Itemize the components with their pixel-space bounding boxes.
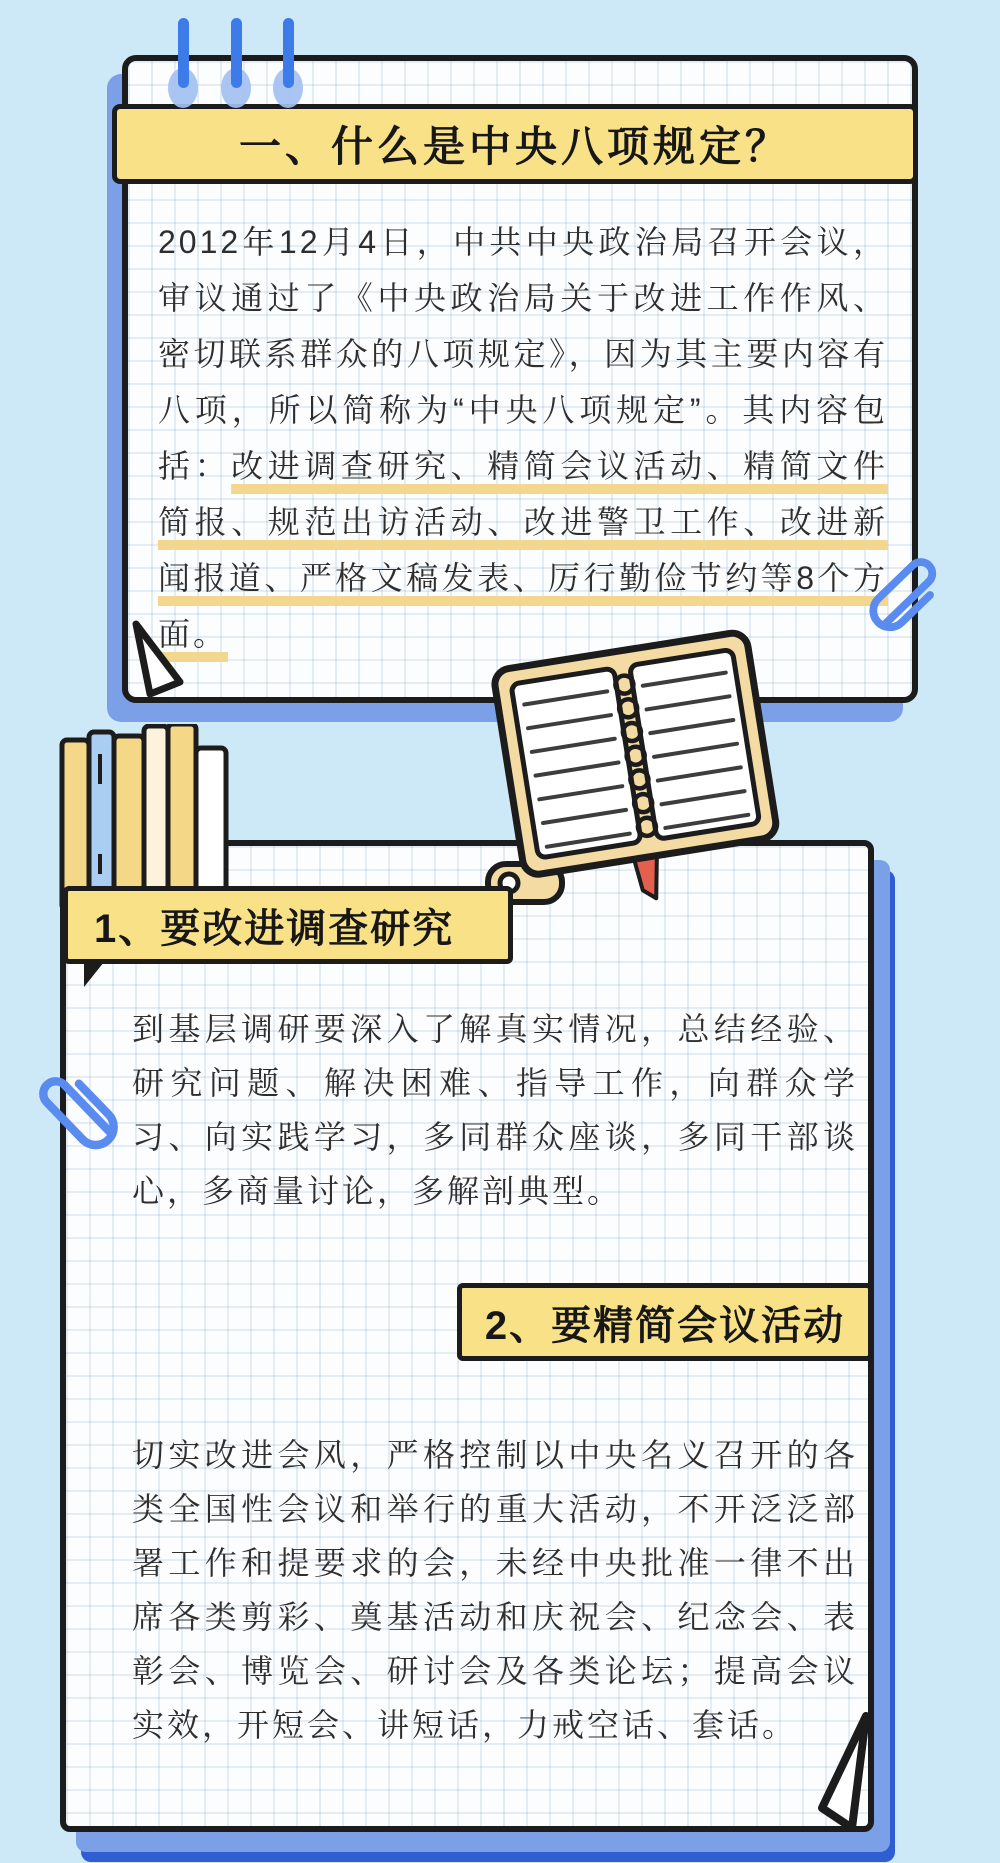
pin-icon bbox=[272, 18, 308, 114]
section-title-intro bbox=[112, 104, 918, 184]
open-notebook-illustration bbox=[468, 608, 800, 910]
pin-icon bbox=[167, 18, 203, 114]
folded-corner-icon bbox=[126, 616, 198, 708]
folded-corner-icon bbox=[806, 1708, 882, 1838]
pin-bar bbox=[178, 18, 189, 88]
point2-paragraph: 切实改进会风，严格控制以中央名义召开的各类全国性会议和举行的重大活动，不开泛泛部署工作和提要求的会，未经中央批准一律不出席各类剪彩、奠基活动和庆祝会、纪念会、表彰会、博览会、研讨会及各类论坛；提高会议实效，开短会、讲短话，力戒空话、套话。 bbox=[132, 1437, 858, 1743]
section-title-point2-label: 2、要精简会议活动 bbox=[484, 1303, 846, 1348]
section-title-point1 bbox=[63, 886, 513, 964]
intro-paragraph-plain: 2012年12月4日，中共中央政治局召开会议，审议通过了《中央政治局关于改进工作作风、密切联系群众的八项规定》，因为其主要内容有八项，所以简称为“中央八项规定”。其内容包括： bbox=[158, 224, 888, 484]
intro-paragraph bbox=[158, 214, 888, 662]
book-stack-illustration bbox=[58, 724, 234, 910]
section-title-intro-label: 一、什么是中央八项规定？ bbox=[238, 123, 791, 170]
pin-bar bbox=[231, 18, 242, 88]
pin-icon bbox=[220, 18, 256, 114]
pin-bar bbox=[283, 18, 294, 88]
section-title-point2 bbox=[457, 1283, 873, 1361]
section-title-point1-label: 1、要改进调查研究 bbox=[94, 906, 455, 951]
point1-paragraph: 到基层调研要深入了解真实情况，总结经验、研究问题、解决困难、指导工作，向群众学习、向实践学习，多同群众座谈，多同干部谈心，多商量讨论，多解剖典型。 bbox=[132, 1011, 858, 1209]
intro-paragraph-underlined: 改进调查研究、精简会议活动、精简文件简报、规范出访活动、改进警卫工作、改进新闻报道、严格文稿发表、厉行勤俭节约等8个方面。 bbox=[158, 448, 888, 652]
